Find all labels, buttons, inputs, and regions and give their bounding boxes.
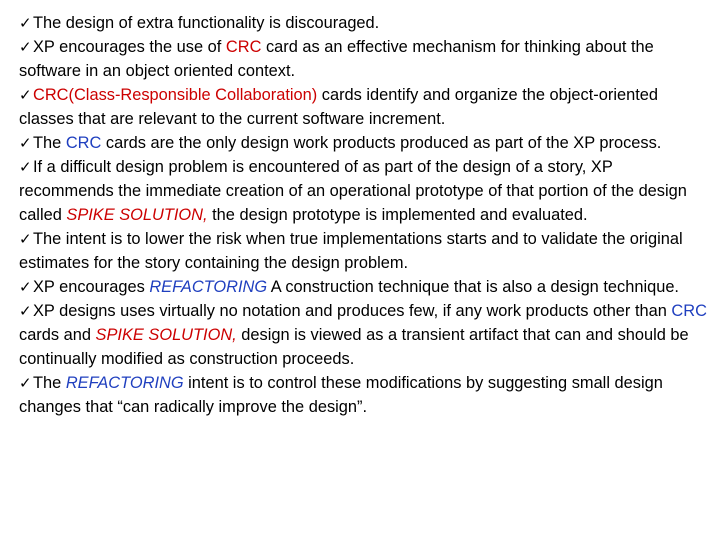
- bullet-item: [19, 371, 708, 419]
- bullet-text: cards are the only design work products produced as part of the XP process.: [101, 134, 662, 152]
- bullet-text: card as an effective mechanism for thinking about the software in an object oriented context.: [19, 38, 654, 80]
- checkmark-icon: ✓: [19, 134, 32, 152]
- bullet-item: [19, 35, 708, 83]
- highlight-term: CRC: [225, 38, 262, 56]
- bullet-item: [19, 155, 708, 227]
- bullet-text: design is viewed as a transient artifact that can and should be continually modified as construction proceeds.: [19, 326, 689, 368]
- bullet-text: cards identify and organize the object-oriented classes that are relevant to the current software increment.: [19, 86, 658, 128]
- bullet-text: cards and: [19, 326, 96, 344]
- bullet-text: If a difficult design problem is encountered of as part of the design of a story, XP recommends the immediate creation of an operational prototype of that portion of the design called: [19, 158, 687, 224]
- bullet-item: [19, 227, 708, 275]
- bullet-text: The intent is to lower the risk when true implementations starts and to validate the original estimates for the story containing the design problem.: [19, 230, 683, 272]
- bullet-text: A construction technique that is also a design technique.: [267, 278, 679, 296]
- bullet-text: intent is to control these modifications by suggesting small design changes that “can radically improve the design”.: [19, 374, 663, 416]
- highlight-term: CRC: [65, 134, 102, 152]
- highlight-term: SPIKE SOLUTION,: [66, 206, 208, 224]
- checkmark-icon: ✓: [19, 302, 32, 320]
- bullet-text: the design prototype is implemented and evaluated.: [207, 206, 588, 224]
- checkmark-icon: ✓: [19, 86, 32, 104]
- bullet-item: [19, 131, 708, 155]
- checkmark-icon: ✓: [19, 374, 32, 392]
- highlight-term: REFACTORING: [65, 374, 184, 392]
- checkmark-icon: ✓: [19, 230, 32, 248]
- bullet-text: The: [33, 374, 66, 392]
- checkmark-icon: ✓: [19, 278, 32, 296]
- highlight-term: CRC: [671, 302, 707, 320]
- highlight-term: SPIKE SOLUTION,: [95, 326, 237, 344]
- bullet-text: The design of extra functionality is discouraged.: [33, 14, 380, 32]
- highlight-term: CRC(Class-Responsible Collaboration): [33, 86, 318, 104]
- checkmark-icon: ✓: [19, 14, 32, 32]
- checkmark-icon: ✓: [19, 158, 32, 176]
- checkmark-icon: ✓: [19, 38, 32, 56]
- highlight-term: REFACTORING: [149, 278, 268, 296]
- bullet-text: XP designs uses virtually no notation and produces few, if any work products other than: [33, 302, 672, 320]
- bullet-item: [19, 83, 708, 131]
- bullet-text: The: [33, 134, 66, 152]
- bullet-item: [19, 275, 708, 299]
- bullet-text: XP encourages the use of: [33, 38, 226, 56]
- bullet-item: [19, 11, 708, 35]
- bullet-text: XP encourages: [33, 278, 150, 296]
- bullet-item: [19, 299, 708, 371]
